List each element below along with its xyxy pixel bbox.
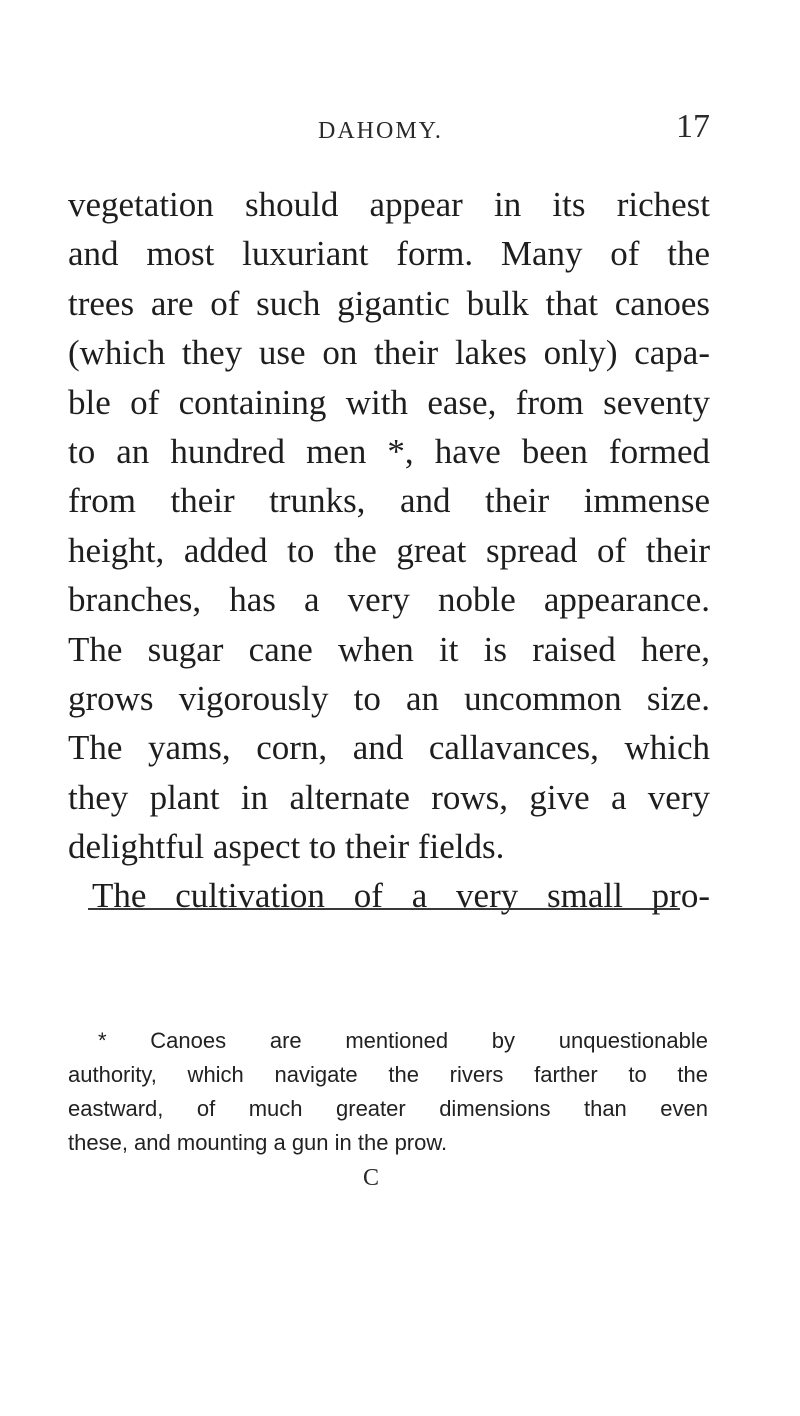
text-line: from their trunks, and their immense xyxy=(68,481,710,521)
text-line: (which they use on their lakes only) capa- xyxy=(68,333,710,373)
text-line: The cultivation of a very small pro- xyxy=(92,876,710,916)
text-line: The yams, corn, and callavances, which xyxy=(68,728,710,768)
text-line: delightful aspect to their fields. xyxy=(68,827,505,867)
text-line: vegetation should appear in its richest xyxy=(68,185,710,224)
text-line: trees are of such gigantic bulk that canoes xyxy=(68,283,710,323)
text-line: and most luxuriant form. Many of the xyxy=(68,234,710,274)
text-line: height, added to the great spread of their xyxy=(68,530,710,570)
footnote-line: * Canoes are mentioned by unquestionable xyxy=(98,1028,708,1053)
page-number: 17 xyxy=(676,108,710,145)
text-line: they plant in alternate rows, give a very xyxy=(68,777,710,817)
text-line: ble of containing with ease, from seventy xyxy=(68,382,710,422)
text-line: branches, has a very noble appearance. xyxy=(68,580,710,620)
footnote xyxy=(68,1024,708,1160)
footnote-line: eastward, of much greater dimensions than even xyxy=(68,1096,708,1121)
text-line: to an hundred men *, have been formed xyxy=(68,431,710,471)
signature-mark: C xyxy=(363,1165,380,1191)
footnote-line: these, and mounting a gun in the prow. xyxy=(68,1130,448,1155)
page-header xyxy=(60,108,710,158)
footnote-line: authority, which navigate the rivers farther to the xyxy=(68,1062,708,1087)
text-line: The sugar cane when it is raised here, xyxy=(68,629,710,669)
main-text xyxy=(68,180,710,921)
running-head: DAHOMY. xyxy=(318,118,443,144)
footnote-divider xyxy=(88,908,680,910)
text-line: grows vigorously to an uncommon size. xyxy=(68,678,710,718)
